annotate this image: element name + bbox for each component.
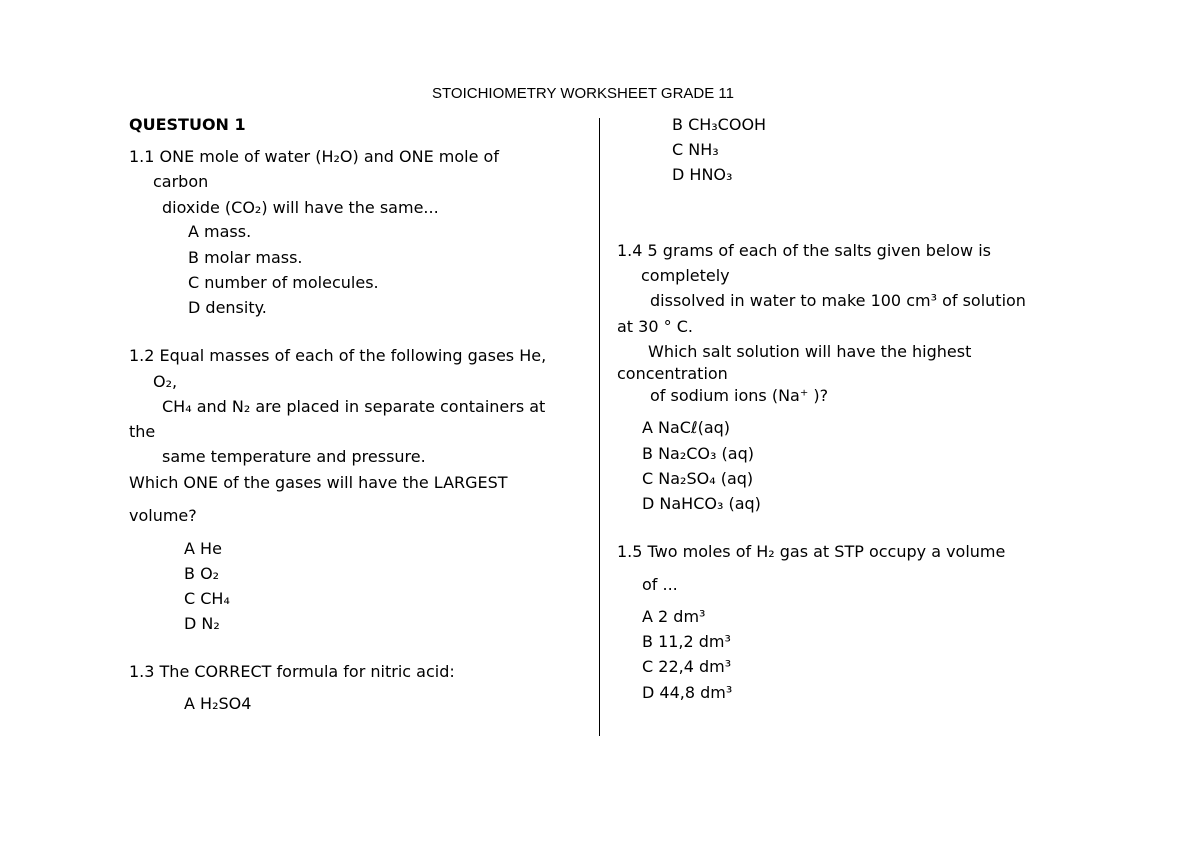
q1-1-option-c: C number of molecules. (188, 273, 379, 292)
q1-2-option-c: C CH₄ (184, 589, 230, 608)
q1-4-line7: of sodium ions (Na⁺ )? (650, 386, 829, 405)
q1-2-line5: same temperature and pressure. (162, 447, 426, 466)
q1-1-option-a: A mass. (188, 222, 252, 241)
q1-5-line2: of ... (642, 575, 678, 594)
q1-4-line6: concentration (617, 364, 728, 383)
q1-5-option-a: A 2 dm³ (642, 607, 706, 626)
q1-4-line3: dissolved in water to make 100 cm³ of solution (650, 291, 1026, 310)
q1-5-option-c: C 22,4 dm³ (642, 657, 732, 676)
q1-1-line1: 1.1 ONE mole of water (H₂O) and ONE mole of (129, 147, 499, 166)
q1-2-line1: 1.2 Equal masses of each of the following gases He, (129, 346, 547, 365)
q1-5-line1: 1.5 Two moles of H₂ gas at STP occupy a volume (617, 542, 1006, 561)
q1-3-option-a: A H₂SO4 (184, 694, 252, 713)
q1-2-line4: the (129, 422, 156, 441)
q1-2-line6: Which ONE of the gases will have the LARGEST (129, 473, 508, 492)
q1-3-option-c: C NH₃ (672, 140, 719, 159)
q1-2-line2: O₂, (153, 372, 178, 391)
q1-2-line7: volume? (129, 506, 197, 525)
q1-3-option-b: B CH₃COOH (672, 115, 767, 134)
q1-2-line3: CH₄ and N₂ are placed in separate containers at (162, 397, 546, 416)
q1-2-option-d: D N₂ (184, 614, 220, 633)
column-divider (599, 118, 600, 736)
q1-1-line3: dioxide (CO₂) will have the same... (162, 198, 439, 217)
question-heading: QUESTUON 1 (129, 115, 246, 134)
q1-1-option-b: B molar mass. (188, 248, 303, 267)
q1-4-option-d: D NaHCO₃ (aq) (642, 494, 761, 513)
q1-4-option-b: B Na₂CO₃ (aq) (642, 444, 754, 463)
q1-4-option-a: A NaCℓ(aq) (642, 418, 731, 437)
q1-3-line1: 1.3 The CORRECT formula for nitric acid: (129, 662, 455, 681)
q1-1-line2: carbon (153, 172, 209, 191)
q1-4-option-c: C Na₂SO₄ (aq) (642, 469, 754, 488)
q1-4-line2: completely (641, 266, 730, 285)
q1-4-line1: 1.4 5 grams of each of the salts given below is (617, 241, 991, 260)
q1-4-line5: Which salt solution will have the highest (648, 342, 972, 361)
q1-4-line4: at 30 ° C. (617, 317, 693, 336)
q1-5-option-d: D 44,8 dm³ (642, 683, 733, 702)
q1-2-option-a: A He (184, 539, 222, 558)
q1-3-option-d: D HNO₃ (672, 165, 733, 184)
q1-1-option-d: D density. (188, 298, 267, 317)
q1-2-option-b: B O₂ (184, 564, 220, 583)
worksheet-title: STOICHIOMETRY WORKSHEET GRADE 11 (432, 85, 735, 102)
q1-5-option-b: B 11,2 dm³ (642, 632, 731, 651)
